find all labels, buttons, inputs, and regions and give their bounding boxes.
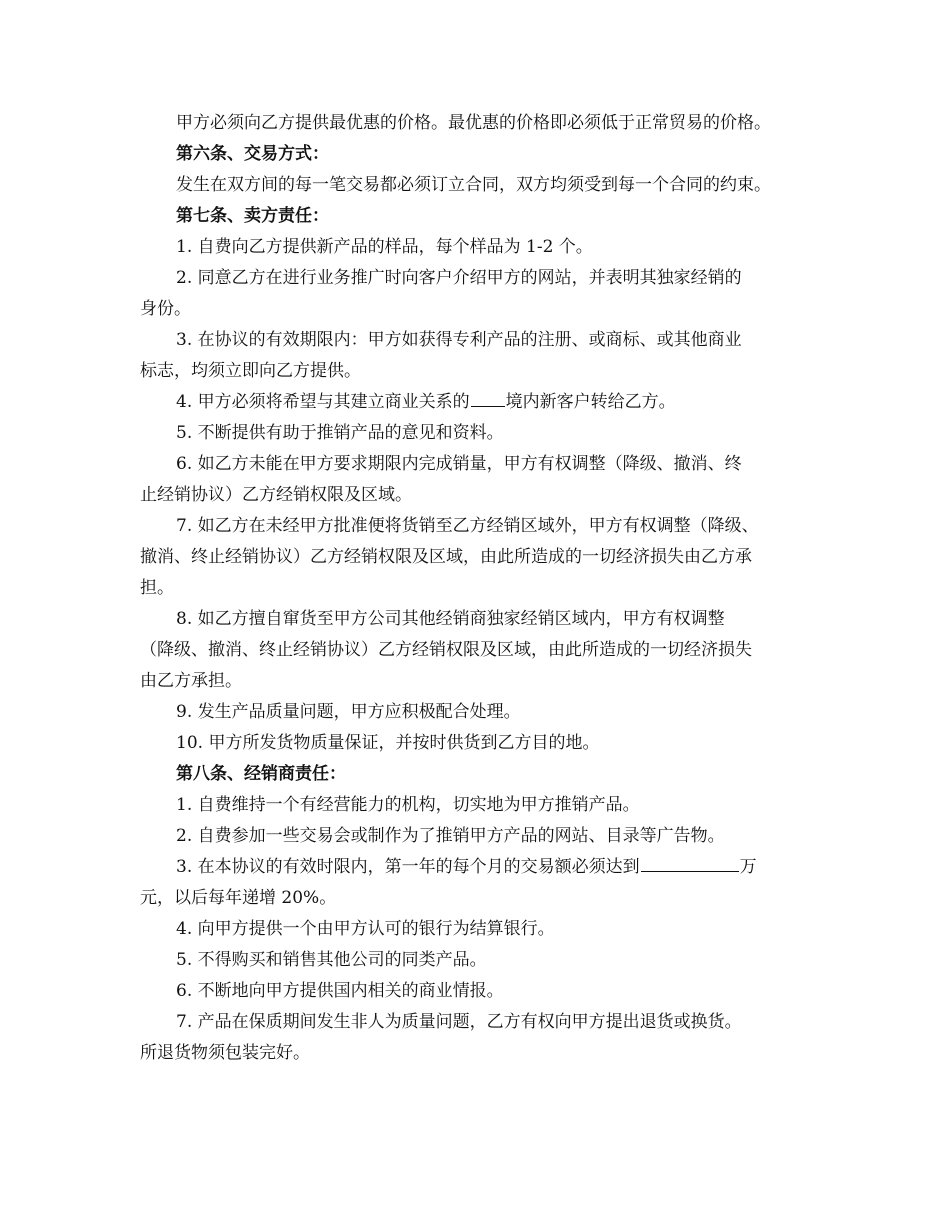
list-item: 5. 不得购买和销售其他公司的同类产品。 [176, 950, 487, 970]
list-item: 4. 向甲方提供一个由甲方认可的银行为结算银行。 [176, 919, 555, 939]
list-item-continuation: 止经销协议）乙方经销权限及区域。 [140, 485, 412, 505]
list-item: 9. 发生产品质量问题，甲方应积极配合处理。 [176, 702, 521, 722]
list-item: 1. 自费维持一个有经营能力的机构，切实地为甲方推销产品。 [176, 795, 640, 815]
list-item: 2. 自费参加一些交易会或制作为了推销甲方产品的网站、目录等广告物。 [176, 826, 725, 846]
list-item: 8. 如乙方擅自窜货至甲方公司其他经销商独家经销区域内，甲方有权调整 [176, 609, 725, 629]
paragraph: 甲方必须向乙方提供最优惠的价格。最优惠的价格即必须低于正常贸易的价格。 [176, 113, 771, 133]
list-item-continuation: 所退货物须包装完好。 [140, 1043, 310, 1063]
list-item-text: 境内新客户转给乙方。 [505, 392, 676, 412]
list-item-continuation: 元，以后每年递增 20%。 [140, 888, 337, 908]
document-page [140, 108, 812, 1069]
list-item-continuation: 身份。 [140, 299, 191, 319]
list-item-continuation: 撤消、终止经销协议）乙方经销权限及区域，由此所造成的一切经济损失由乙方承 [140, 547, 752, 567]
list-item: 7. 产品在保质期间发生非人为质量问题，乙方有权向甲方提出退货或换货。 [176, 1012, 742, 1032]
paragraph: 发生在双方间的每一笔交易都必须订立合同，双方均须受到每一个合同的约束。 [176, 175, 771, 195]
list-item-text: 4. 甲方必须将希望与其建立商业关系的 [176, 392, 470, 412]
section-heading-8: 第八条、经销商责任： [176, 764, 346, 784]
list-item: 1. 自费向乙方提供新产品的样品，每个样品为 1-2 个。 [176, 237, 593, 257]
list-item [140, 387, 812, 418]
list-item: 6. 如乙方未能在甲方要求期限内完成销量，甲方有权调整（降级、撤消、终 [176, 454, 742, 474]
list-item: 7. 如乙方在未经甲方批准便将货销至乙方经销区域外，甲方有权调整（降级、 [176, 516, 759, 536]
list-item-continuation: （降级、撤消、终止经销协议）乙方经销权限及区域，由此所造成的一切经济损失 [140, 640, 752, 660]
fill-in-blank [641, 854, 739, 872]
list-item: 10. 甲方所发货物质量保证，并按时供货到乙方目的地。 [176, 733, 600, 753]
list-item-continuation: 担。 [140, 578, 174, 598]
section-heading-6: 第六条、交易方式： [176, 144, 329, 164]
list-item: 6. 不断地向甲方提供国内相关的商业情报。 [176, 981, 504, 1001]
list-item-continuation: 标志，均须立即向乙方提供。 [140, 361, 361, 381]
fill-in-blank [471, 389, 505, 407]
list-item-text: 3. 在本协议的有效时限内，第一年的每个月的交易额必须达到 [176, 857, 640, 877]
list-item: 5. 不断提供有助于推销产品的意见和资料。 [176, 423, 504, 443]
list-item-text: 万 [739, 857, 757, 877]
list-item: 3. 在协议的有效期限内：甲方如获得专利产品的注册、或商标、或其他商业 [176, 330, 742, 350]
list-item: 2. 同意乙方在进行业务推广时向客户介绍甲方的网站，并表明其独家经销的 [176, 268, 742, 288]
list-item [140, 852, 812, 883]
section-heading-7: 第七条、卖方责任： [176, 206, 329, 226]
list-item-continuation: 由乙方承担。 [140, 671, 242, 691]
